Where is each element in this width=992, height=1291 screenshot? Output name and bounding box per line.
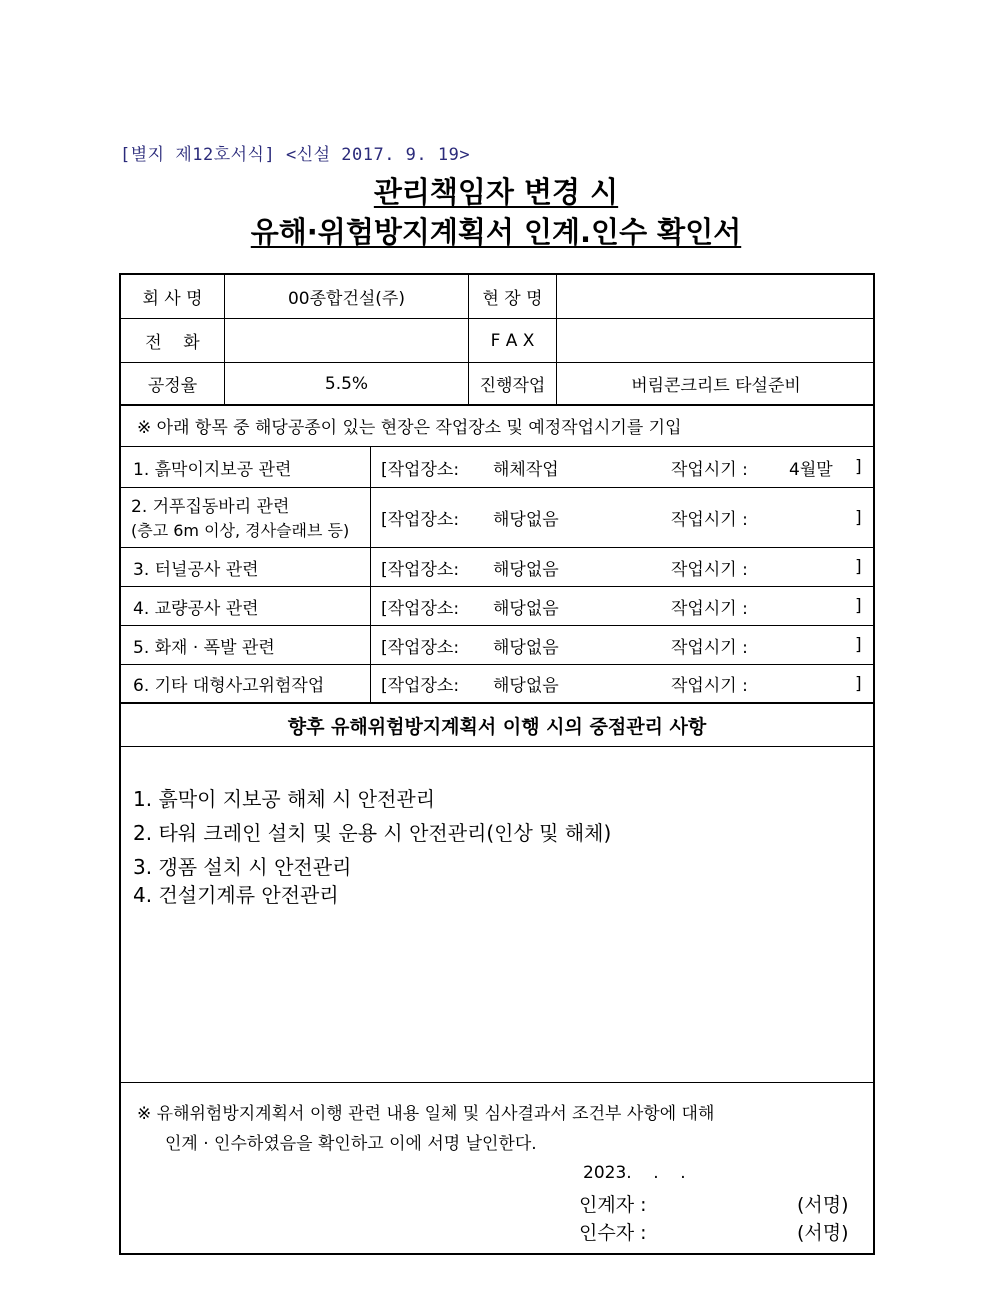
duty-item: 2. 타워 크레인 설치 및 운용 시 안전관리(인상 및 해체) [133,821,612,845]
takeover-signature[interactable]: (서명) [797,1222,849,1244]
work-item-name: 1. 흙막이지보공 관련 [133,459,292,480]
document-title-line2: 유해·위험방지계획서 인계.인수 확인서 [250,215,742,249]
work-place-value: 해당없음 [493,598,559,619]
takeover-label: 인수자 : [579,1222,647,1244]
current-work-value: 버림콘크리트 타설준비 [631,376,801,396]
work-place-value: 해당없음 [493,676,559,696]
document-title-line1: 관리책임자 변경 시 [373,175,619,209]
signature-date: 2023. . . [583,1163,686,1183]
fax-label: F A X [490,330,535,351]
progress-value: 5.5% [324,373,369,394]
phone-value [225,319,468,362]
work-place-value: 해당없음 [493,637,559,658]
work-close-bracket: ] [855,635,862,655]
work-close-bracket: ] [855,457,862,477]
work-close-bracket: ] [855,557,862,577]
work-item-name: 4. 교량공사 관련 [133,598,259,619]
site-value [557,275,875,318]
work-time-value: 4월말 [789,459,833,480]
notice-bottom-line1: ※ 유해위험방지계획서 이행 관련 내용 일체 및 심사결과서 조건부 사항에 대해 [137,1104,715,1124]
work-time-label: 작업시기 : [671,459,748,480]
handover-signature[interactable]: (서명) [797,1194,849,1216]
company-value: 00종합건설(주) [287,289,405,309]
duties-heading: 향후 유해위험방지계획서 이행 시의 중점관리 사항 [287,715,707,738]
phone-label: 전 화 [145,333,200,353]
duty-item: 1. 흙막이 지보공 해체 시 안전관리 [133,787,436,811]
work-item-name: 2. 거푸집동바리 관련 [131,496,290,517]
progress-label: 공정율 [147,376,198,396]
work-time-label: 작업시기 : [671,559,748,580]
work-item-name: 3. 터널공사 관련 [133,559,259,580]
current-work-label: 진행작업 [479,376,546,396]
confirmation-form-table [119,273,875,1255]
work-place-label: [작업장소: [381,598,460,619]
work-time-label: 작업시기 : [671,510,748,530]
work-place-label: [작업장소: [381,637,460,658]
work-time-label: 작업시기 : [671,598,748,619]
work-item-name: 5. 화재 · 폭발 관련 [133,637,275,658]
work-close-bracket: ] [855,507,862,528]
work-place-value: 해당없음 [493,510,559,530]
work-close-bracket: ] [855,673,862,694]
work-place-value: 해체작업 [493,459,559,480]
notice-bottom-line2: 인계 · 인수하였음을 확인하고 이에 서명 날인한다. [165,1134,537,1154]
work-item-name: 6. 기타 대형사고위험작업 [133,676,325,696]
work-time-label: 작업시기 : [671,637,748,658]
fax-value [557,319,875,362]
work-item-subtitle: (층고 6m 이상, 경사슬래브 등) [131,520,350,540]
duty-item: 3. 갱폼 설치 시 안전관리 [133,855,352,879]
work-place-label: [작업장소: [381,559,460,580]
company-label: 회 사 명 [142,289,203,309]
work-place-value: 해당없음 [493,559,559,580]
handover-label: 인계자 : [579,1194,647,1216]
work-place-label: [작업장소: [381,459,460,480]
work-place-label: [작업장소: [381,676,460,696]
work-close-bracket: ] [855,596,862,616]
form-label: [별지 제12호서식] <신설 2017. 9. 19> [120,145,471,165]
work-place-label: [작업장소: [381,510,460,530]
work-time-label: 작업시기 : [671,676,748,696]
notice-top: ※ 아래 항목 중 해당공종이 있는 현장은 작업장소 및 예정작업시기를 기입 [137,418,682,438]
duty-item: 4. 건설기계류 안전관리 [133,883,339,907]
site-label: 현 장 명 [482,289,543,309]
